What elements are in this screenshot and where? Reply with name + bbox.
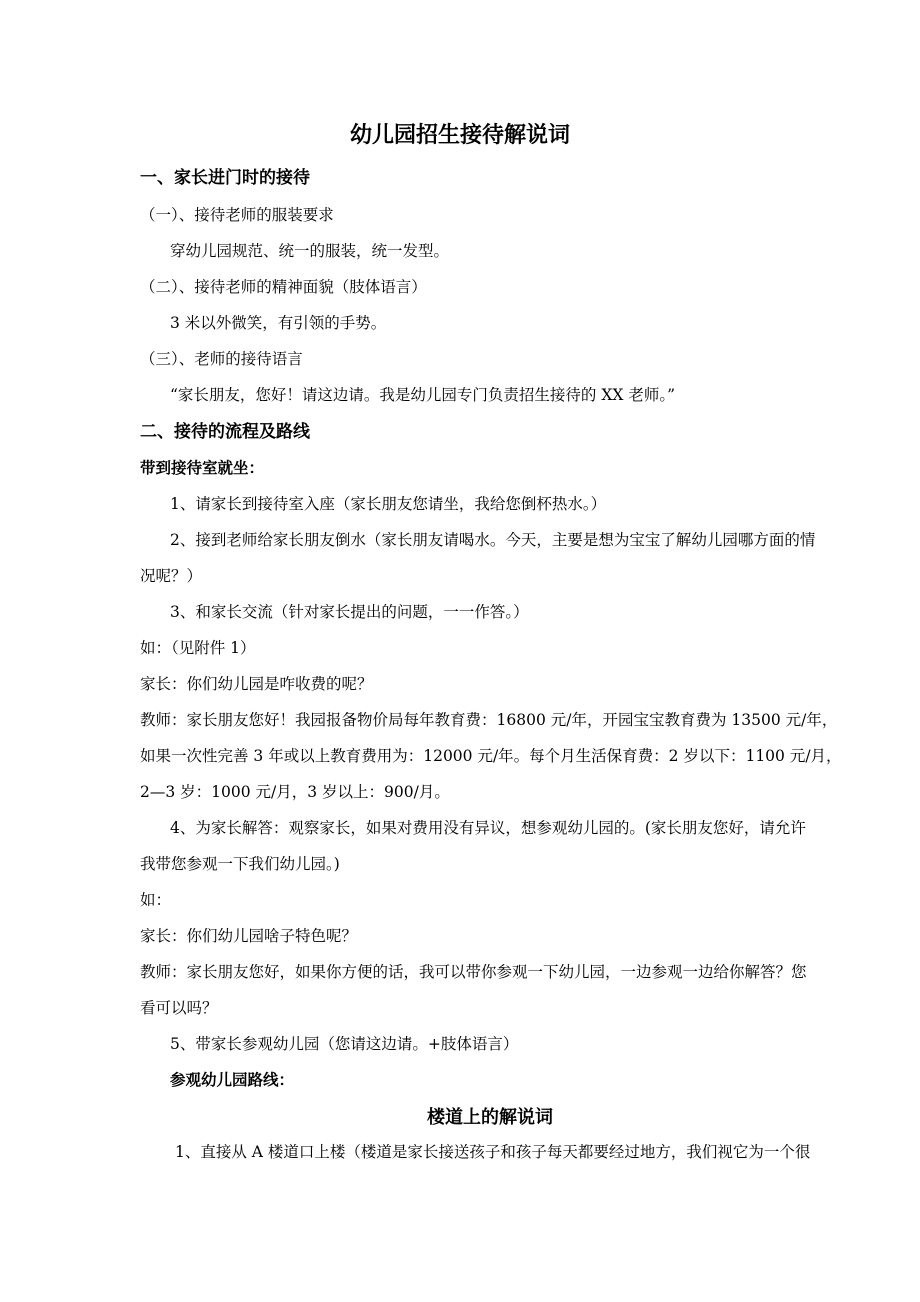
section2-step5: 5、带家长参观幼儿园（您请这边请。+肢体语言） [170, 1035, 519, 1053]
stair-section-title: 楼道上的解说词 [427, 1107, 553, 1128]
section2-step3: 3、和家长交流（针对家长提出的问题，一一作答。） [170, 603, 529, 621]
section2-step4-line2: 我带您参观一下我们幼儿园。) [140, 855, 340, 873]
document-title: 幼儿园招生接待解说词 [349, 122, 570, 148]
section2-teacher-answer2-line2: 看可以吗？ [140, 999, 218, 1017]
section2-parent-question1: 家长：你们幼儿园是咋收费的呢？ [140, 675, 373, 693]
stair-item1: 1、直接从 A 楼道口上楼（楼道是家长接送孩子和孩子每天都要经过地方，我们视它为一个很 [175, 1143, 811, 1161]
section2-step2-line1: 2、接到老师给家长朋友倒水（家长朋友请喝水。今天，主要是想为宝宝了解幼儿园哪方面的情 [170, 531, 816, 549]
section2-heading: 二、接待的流程及路线 [140, 422, 310, 442]
section2-teacher-answer2-line1: 教师：家长朋友您好，如果你方便的话，我可以带你参观一下幼儿园，一边参观一边给你解答？您 [140, 963, 807, 981]
section2-step2-line2: 况呢？） [140, 567, 203, 585]
section1-item1-label: （一）、接待老师的服装要求 [140, 206, 334, 224]
section1-item3-label: （三）、老师的接待语言 [140, 350, 303, 368]
section2-teacher-answer1-line1: 教师：家长朋友您好！我园报备物价局每年教育费：16800 元/年，开园宝宝教育费为 13500 元/年， [140, 711, 838, 729]
section2-step4-line1: 4、为家长解答：观察家长，如果对费用没有异议，想参观幼儿园的。(家长朋友您好，请允许 [170, 819, 806, 837]
section2-step1: 1、请家长到接待室入座（家长朋友您请坐，我给您倒杯热水。） [170, 495, 607, 513]
section1-item2-text: 3 米以外微笑，有引领的手势。 [170, 314, 387, 332]
section1-item3-text: “家长朋友，您好！请这边请。我是幼儿园专门负责招生接待的 XX 老师。” [170, 386, 676, 404]
section2-teacher-answer1-line2: 如果一次性完善 3 年或以上教育费用为：12000 元/年。每个月生活保育费：2 岁以下：1100 元/月， [140, 747, 842, 765]
section2-example1: 如：（见附件 1） [140, 639, 256, 657]
section1-item2-label: （二）、接待老师的精神面貌（肢体语言） [140, 278, 427, 296]
section2-teacher-answer1-line3: 2—3 岁：1000 元/月，3 岁以上：900/月。 [140, 783, 450, 801]
section1-heading: 一、家长进门时的接待 [140, 168, 310, 188]
section2-example2: 如： [140, 891, 172, 909]
section1-item1-text: 穿幼儿园规范、统一的服装，统一发型。 [170, 242, 450, 260]
section2-subheading: 带到接待室就坐： [140, 458, 265, 477]
route-heading: 参观幼儿园路线： [170, 1070, 295, 1089]
section2-parent-question2: 家长：你们幼儿园啥子特色呢？ [140, 927, 358, 945]
